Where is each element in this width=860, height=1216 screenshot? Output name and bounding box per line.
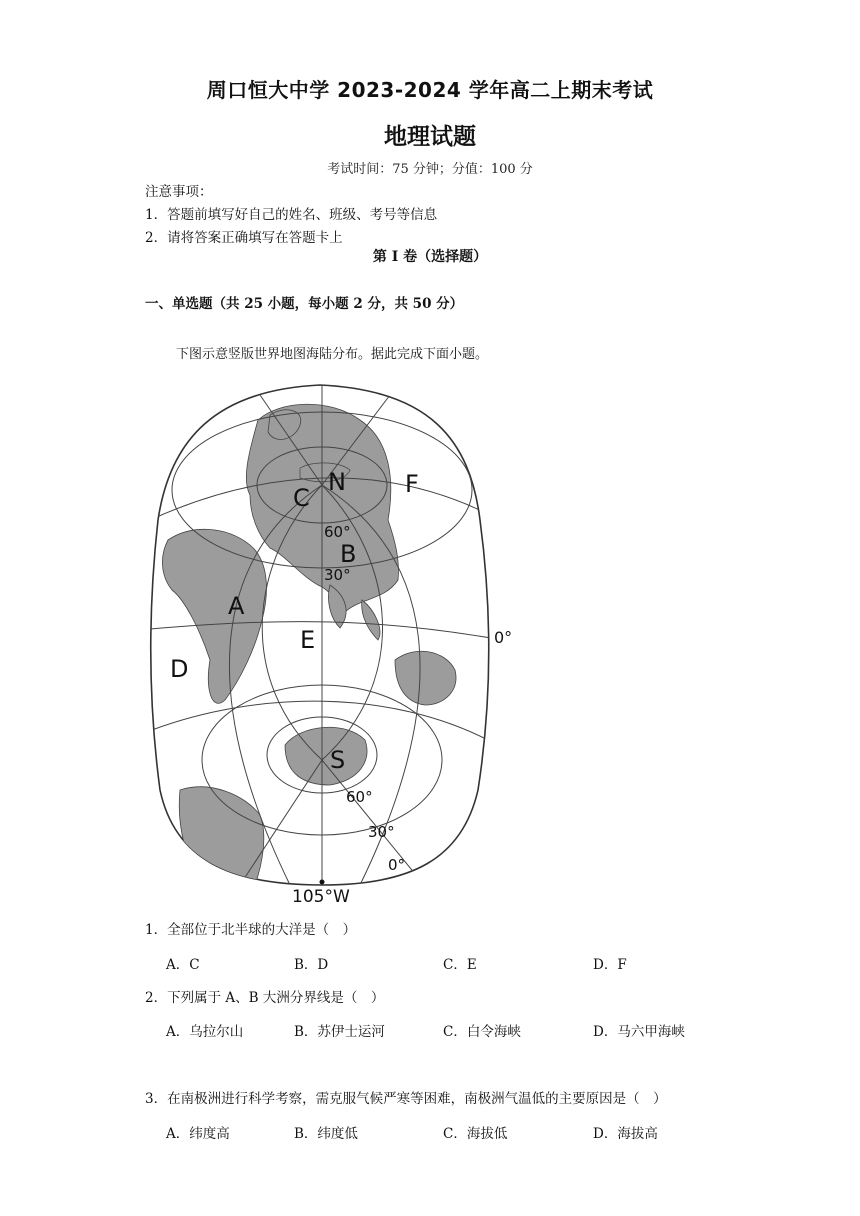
question-option[interactable]: C．E (443, 957, 477, 973)
question-intro: 下图示意竖版世界地图海陆分布。据此完成下面小题。 (176, 347, 489, 362)
notes-heading: 注意事项： (145, 184, 213, 200)
question-option[interactable]: C．海拔低 (443, 1126, 508, 1142)
map-label-s: S (330, 746, 346, 774)
question-option[interactable]: D．马六甲海峡 (593, 1024, 685, 1040)
question-option[interactable]: A．纬度高 (166, 1126, 230, 1142)
question-option[interactable]: D．海拔高 (593, 1126, 658, 1142)
lat-label-60n: 60° (324, 523, 351, 541)
question-option[interactable]: D．F (593, 957, 627, 973)
lat-label-equator: 0° (494, 628, 513, 647)
lat-label-0: 0° (388, 856, 406, 874)
question-option[interactable]: B．D (294, 957, 329, 973)
part-heading: 一、单选题（共 25 小题，每小题 2 分，共 50 分） (145, 296, 464, 312)
question-stem: 1．全部位于北半球的大洋是（ ） (145, 922, 357, 938)
world-map-figure (140, 380, 530, 905)
question-option[interactable]: A．C (166, 957, 200, 973)
lat-label-60s: 60° (346, 788, 373, 806)
map-label-e: E (300, 626, 316, 654)
lat-label-30n: 30° (324, 566, 351, 584)
question-stem: 2．下列属于 A、B 大洲分界线是（ ） (145, 990, 385, 1006)
question-stem: 3．在南极洲进行科学考察，需克服气候严寒等困难，南极洲气温低的主要原因是（ ） (145, 1091, 667, 1107)
note-item: 1．答题前填写好自己的姓名、班级、考号等信息 (145, 207, 438, 223)
section-title: 第 I 卷（选择题） (372, 249, 488, 265)
question-option[interactable]: B．苏伊士运河 (294, 1024, 385, 1040)
map-label-b: B (340, 540, 357, 568)
map-label-a: A (228, 592, 245, 620)
question-option[interactable]: A．乌拉尔山 (166, 1024, 244, 1040)
question-option[interactable]: B．纬度低 (294, 1126, 358, 1142)
lat-label-30s: 30° (368, 823, 395, 841)
exam-meta: 考试时间：75 分钟；分值：100 分 (327, 162, 533, 177)
map-label-c: C (293, 484, 310, 512)
meridian-label: 105°W (292, 887, 350, 905)
question-option[interactable]: C．白令海峡 (443, 1024, 521, 1040)
map-label-f: F (405, 470, 419, 498)
map-label-n: N (328, 468, 346, 496)
exam-title: 周口恒大中学 2023-2024 学年高二上期末考试 (206, 78, 654, 102)
map-label-d: D (170, 655, 189, 683)
subject-title: 地理试题 (384, 124, 476, 150)
note-item: 2．请将答案正确填写在答题卡上 (145, 230, 343, 246)
